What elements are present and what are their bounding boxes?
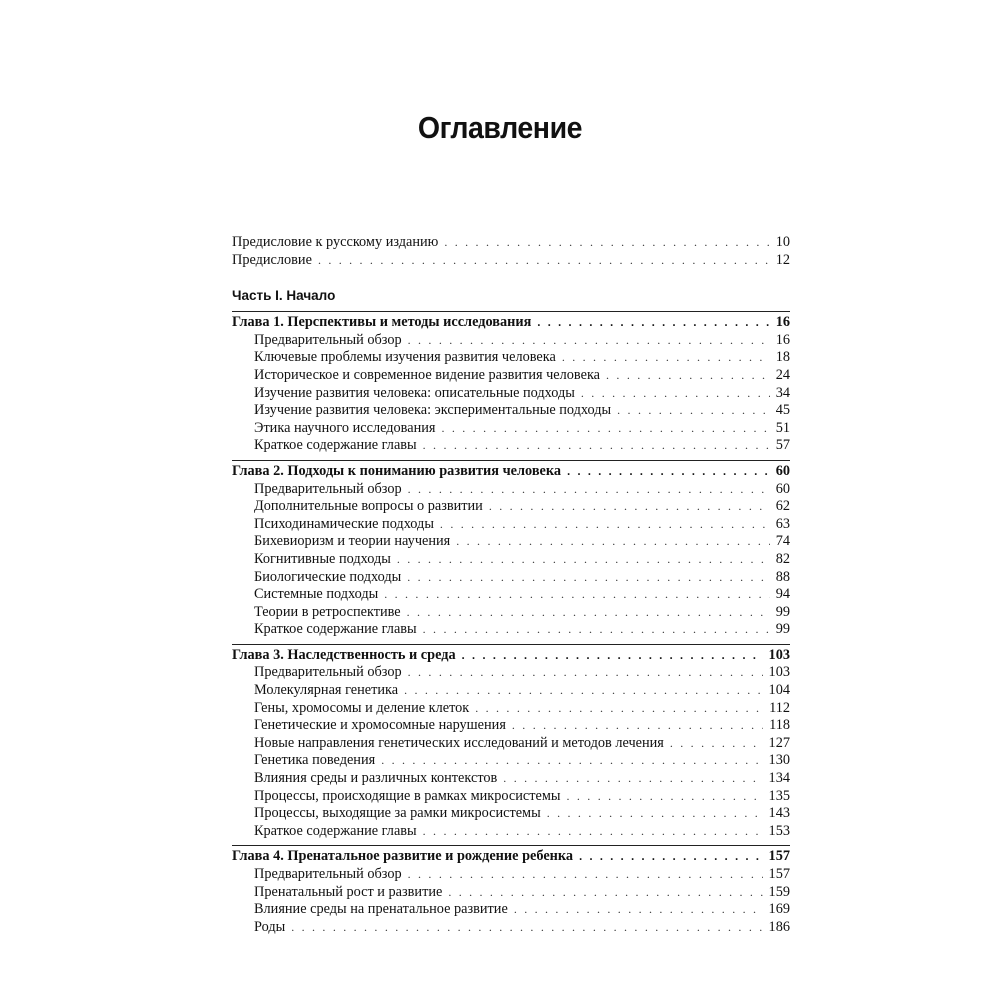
- chapter-label: Глава 3. Наследственность и среда: [232, 646, 456, 663]
- section-page: 24: [775, 366, 790, 383]
- dot-leader: [404, 682, 762, 700]
- dot-leader: [397, 551, 770, 569]
- section-entry[interactable]: [232, 823, 790, 841]
- toc-entry-label: Предисловие: [232, 251, 312, 268]
- page-title: Оглавление: [417, 110, 583, 145]
- section-entry[interactable]: [232, 884, 790, 902]
- section-label: Генетические и хромосомные нарушения: [254, 717, 506, 734]
- section-label: Роды: [254, 918, 286, 935]
- dot-leader: [606, 367, 770, 385]
- section-label: Предварительный обзор: [254, 331, 402, 348]
- chapter-page: 103: [768, 646, 790, 663]
- section-entry[interactable]: [232, 481, 790, 499]
- dot-leader: [408, 332, 770, 350]
- section-entry[interactable]: [232, 402, 790, 420]
- chapter-block: [232, 311, 790, 455]
- dot-leader: [503, 770, 762, 788]
- dot-leader: [562, 349, 770, 367]
- section-page: 16: [775, 331, 790, 348]
- section-entry[interactable]: [232, 367, 790, 385]
- dot-leader: [537, 314, 769, 332]
- chapter-block: [232, 460, 790, 639]
- section-label: Предварительный обзор: [254, 866, 402, 882]
- chapter-page: 60: [775, 462, 790, 479]
- toc-entry-page: 12: [775, 251, 790, 268]
- section-label: Бихевиоризм и теории научения: [254, 533, 451, 550]
- dot-leader: [567, 463, 770, 481]
- section-entry[interactable]: [232, 551, 790, 569]
- section-label: Историческое и современное видение развития человека: [254, 366, 601, 383]
- section-page: 18: [775, 349, 790, 366]
- chapter-entry[interactable]: [232, 314, 790, 332]
- section-page: 157: [768, 866, 790, 882]
- toc-entry[interactable]: [232, 252, 790, 270]
- section-page: 130: [768, 752, 790, 769]
- section-label: Когнитивные подходы: [254, 550, 391, 567]
- section-page: 104: [768, 682, 790, 699]
- dot-leader: [581, 385, 770, 403]
- section-entry[interactable]: [232, 533, 790, 551]
- section-entry[interactable]: [232, 569, 790, 587]
- section-label: Процессы, выходящие за рамки микросистемы: [254, 805, 541, 822]
- dot-leader: [441, 420, 769, 438]
- section-label: Психодинамические подходы: [254, 515, 434, 532]
- dot-leader: [408, 866, 763, 884]
- section-entry[interactable]: [232, 901, 790, 919]
- chapter-label: Глава 1. Перспективы и методы исследования: [232, 314, 532, 331]
- section-entry[interactable]: [232, 919, 790, 937]
- front-matter: [232, 234, 790, 269]
- dot-leader: [448, 884, 762, 902]
- chapter-entry[interactable]: [232, 848, 790, 866]
- dot-leader: [381, 752, 762, 770]
- section-page: 127: [768, 734, 790, 751]
- section-label: Теории в ретроспективе: [254, 603, 401, 620]
- section-page: 45: [775, 402, 790, 419]
- section-page: 118: [769, 717, 790, 734]
- section-page: 99: [775, 603, 790, 620]
- section-page: 82: [775, 550, 790, 567]
- section-label: Гены, хромосомы и деление клеток: [254, 699, 470, 716]
- dot-leader: [408, 481, 770, 499]
- dot-leader: [670, 735, 763, 753]
- section-label: Краткое содержание главы: [254, 437, 417, 454]
- section-label: Молекулярная генетика: [254, 682, 399, 699]
- section-entry[interactable]: [232, 866, 790, 884]
- dot-leader: [423, 621, 770, 639]
- section-label: Генетика поведения: [254, 752, 376, 769]
- section-entry[interactable]: [232, 682, 790, 700]
- section-page: 51: [775, 419, 790, 436]
- section-entry[interactable]: [232, 770, 790, 788]
- chapter-entry[interactable]: [232, 647, 790, 665]
- chapter-page: 157: [768, 848, 790, 865]
- toc-entry-label: Предисловие к русскому изданию: [232, 234, 439, 250]
- section-label: Процессы, происходящие в рамках микросистемы: [254, 787, 561, 804]
- section-label: Предварительный обзор: [254, 664, 402, 681]
- toc-entry-page: 10: [775, 234, 790, 250]
- section-entry[interactable]: [232, 621, 790, 639]
- section-page: 94: [775, 586, 790, 603]
- dot-leader: [440, 516, 770, 534]
- section-entry[interactable]: [232, 735, 790, 753]
- table-of-contents: [232, 234, 790, 941]
- section-entry[interactable]: [232, 788, 790, 806]
- dot-leader: [489, 498, 770, 516]
- section-page: 62: [775, 498, 790, 515]
- section-entry[interactable]: [232, 805, 790, 823]
- section-label: Краткое содержание главы: [254, 621, 417, 638]
- dot-leader: [318, 252, 770, 270]
- dot-leader: [617, 402, 770, 420]
- section-entry[interactable]: [232, 498, 790, 516]
- section-label: Краткое содержание главы: [254, 822, 417, 839]
- section-page: 135: [768, 787, 790, 804]
- section-page: 63: [775, 515, 790, 532]
- dot-leader: [407, 604, 770, 622]
- dot-leader: [384, 586, 769, 604]
- dot-leader: [291, 919, 762, 937]
- dot-leader: [456, 533, 769, 551]
- section-label: Влияние среды на пренатальное развитие: [254, 901, 508, 918]
- dot-leader: [514, 901, 763, 919]
- dot-leader: [462, 647, 763, 665]
- section-label: Изучение развития человека: описательные подходы: [254, 384, 575, 401]
- section-page: 99: [775, 621, 790, 638]
- section-label: Системные подходы: [254, 586, 379, 603]
- section-entry[interactable]: [232, 516, 790, 534]
- chapter-page: 16: [775, 314, 790, 331]
- chapter-label: Глава 2. Подходы к пониманию развития человека: [232, 462, 562, 479]
- section-label: Влияния среды и различных контекстов: [254, 770, 498, 787]
- section-page: 143: [768, 805, 790, 822]
- dot-leader: [444, 234, 769, 252]
- dot-leader: [512, 717, 763, 735]
- section-entry[interactable]: [232, 700, 790, 718]
- section-page: 88: [775, 568, 790, 585]
- section-label: Дополнительные вопросы о развитии: [254, 498, 483, 515]
- section-page: 159: [768, 883, 790, 900]
- section-page: 57: [775, 437, 790, 454]
- chapter-label: Глава 4. Пренатальное развитие и рождение ребенка: [232, 848, 574, 865]
- chapter-block: [232, 644, 790, 841]
- dot-leader: [547, 805, 763, 823]
- section-entry[interactable]: [232, 604, 790, 622]
- dot-leader: [407, 569, 769, 587]
- section-page: 60: [775, 480, 790, 497]
- dot-leader: [408, 664, 763, 682]
- dot-leader: [567, 788, 763, 806]
- toc-entry[interactable]: [232, 234, 790, 252]
- section-page: 186: [768, 918, 790, 935]
- section-entry[interactable]: [232, 385, 790, 403]
- chapter-entry[interactable]: [232, 463, 790, 481]
- section-entry[interactable]: [232, 420, 790, 438]
- section-entry[interactable]: [232, 717, 790, 735]
- section-label: Этика научного исследования: [254, 419, 436, 436]
- section-label: Изучение развития человека: экспериментальные подходы: [254, 402, 612, 419]
- section-entry[interactable]: [232, 437, 790, 455]
- part-title: Часть I. Начало: [232, 288, 336, 304]
- section-page: 74: [775, 533, 790, 550]
- dot-leader: [423, 823, 763, 841]
- section-page: 112: [769, 699, 790, 716]
- section-label: Пренатальный рост и развитие: [254, 883, 443, 900]
- dot-leader: [423, 437, 770, 455]
- section-page: 103: [768, 664, 790, 681]
- section-page: 169: [768, 901, 790, 918]
- section-entry[interactable]: [232, 752, 790, 770]
- dot-leader: [475, 700, 763, 718]
- section-label: Предварительный обзор: [254, 480, 402, 497]
- section-entry[interactable]: [232, 586, 790, 604]
- section-entry[interactable]: [232, 332, 790, 350]
- dot-leader: [579, 848, 762, 866]
- section-page: 153: [768, 822, 790, 839]
- section-label: Ключевые проблемы изучения развития человека: [254, 349, 556, 366]
- section-entry[interactable]: [232, 664, 790, 682]
- section-label: Новые направления генетических исследований и методов лечения: [254, 734, 664, 751]
- section-page: 34: [775, 384, 790, 401]
- section-page: 134: [768, 770, 790, 787]
- section-entry[interactable]: [232, 349, 790, 367]
- section-label: Биологические подходы: [254, 568, 402, 585]
- chapter-block: [232, 845, 790, 936]
